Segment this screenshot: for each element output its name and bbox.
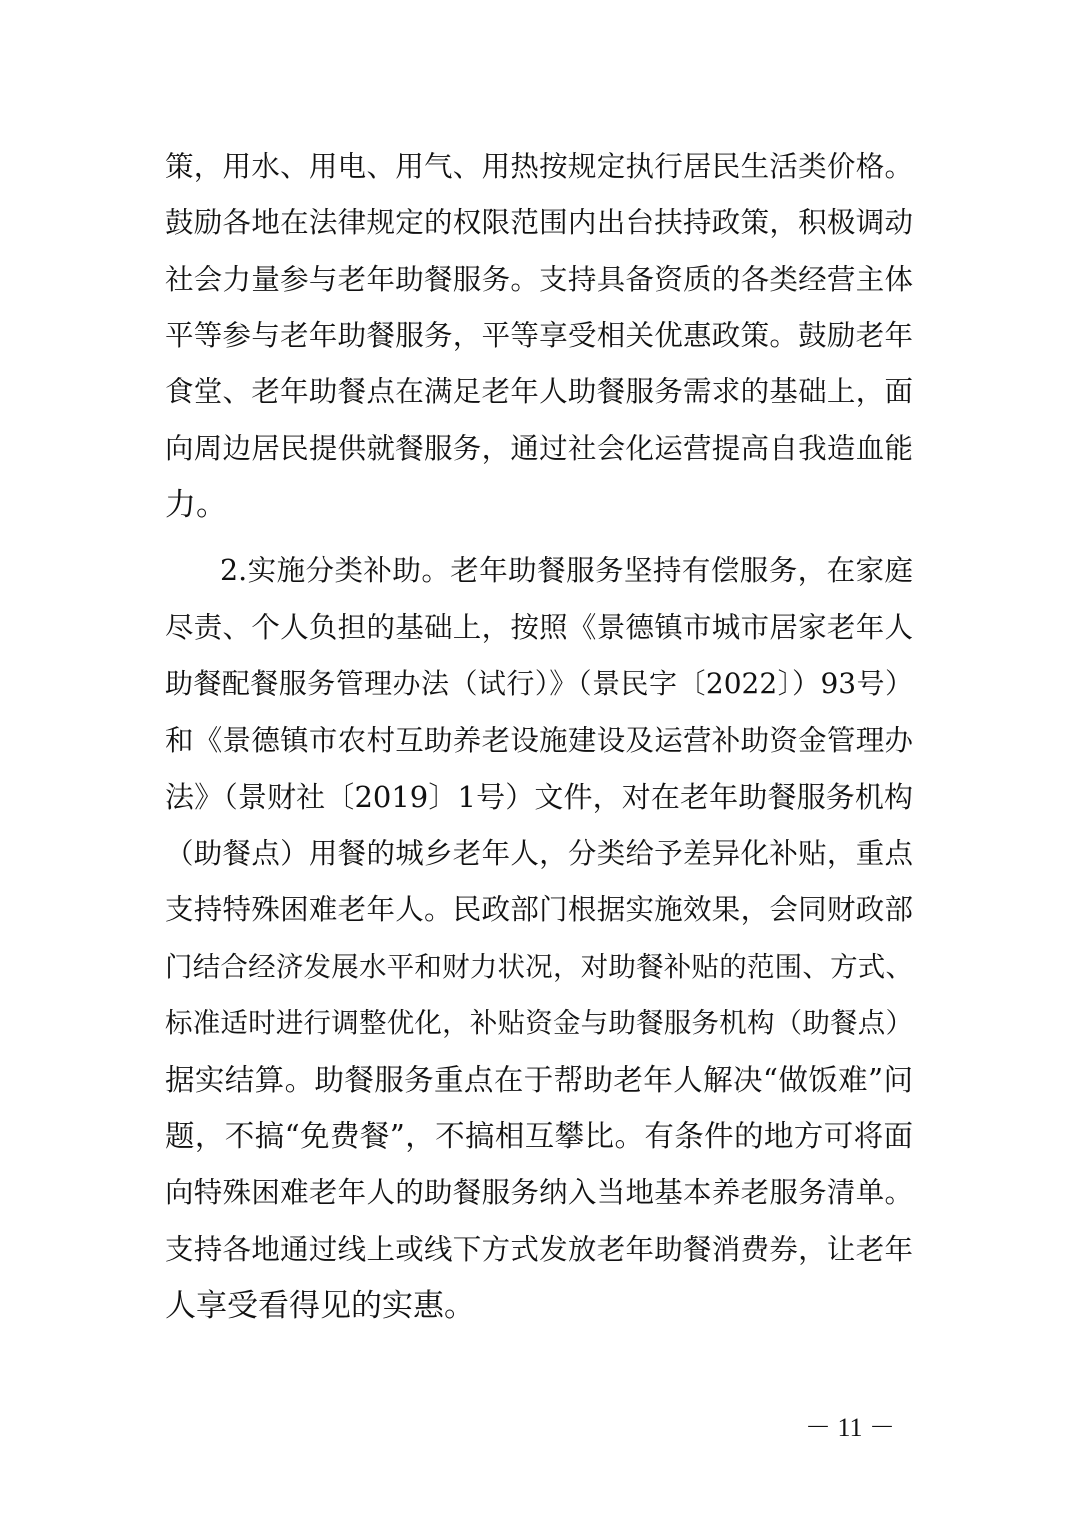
text-line-13: （助餐点）用餐的城乡老年人，分类给予差异化补贴，重点 bbox=[165, 837, 913, 870]
text-line-9: 尽责、个人负担的基础上，按照《景德镇市城市居家老年人 bbox=[165, 611, 913, 644]
text-line-8: 2.实施分类补助。老年助餐服务坚持有偿服务，在家庭 bbox=[220, 554, 913, 587]
text-line-16: 标准适时进行调整优化，补贴资金与助餐服务机构（助餐点） bbox=[165, 1007, 913, 1039]
text-line-5: 食堂、老年助餐点在满足老年人助餐服务需求的基础上，面 bbox=[165, 375, 913, 408]
text-line-15: 门结合经济发展水平和财力状况，对助餐补贴的范围、方式、 bbox=[165, 951, 913, 983]
text-line-21: 人享受看得见的实惠。 bbox=[165, 1288, 475, 1324]
text-line-3: 社会力量参与老年助餐服务。支持具备资质的各类经营主体 bbox=[165, 263, 913, 296]
text-line-1: 策，用水、用电、用气、用热按规定执行居民生活类价格。 bbox=[165, 150, 913, 183]
text-line-18: 题，不搞“免费餐”，不搞相互攀比。有条件的地方可将面 bbox=[165, 1119, 913, 1153]
text-line-17: 据实结算。助餐服务重点在于帮助老年人解决“做饭难”问 bbox=[165, 1063, 913, 1097]
text-line-11: 和《景德镇市农村互助养老设施建设及运营补助资金管理办 bbox=[165, 724, 913, 757]
text-line-4: 平等参与老年助餐服务，平等享受相关优惠政策。鼓励老年 bbox=[165, 319, 913, 352]
text-line-7: 力。 bbox=[165, 487, 227, 523]
text-line-19: 向特殊困难老年人的助餐服务纳入当地基本养老服务清单。 bbox=[165, 1176, 913, 1209]
text-line-6: 向周边居民提供就餐服务，通过社会化运营提高自我造血能 bbox=[165, 432, 913, 465]
text-line-10: 助餐配餐服务管理办法（试行）》（景民字〔2022〕）93号） bbox=[165, 667, 913, 700]
text-line-20: 支持各地通过线上或线下方式发放老年助餐消费券，让老年 bbox=[165, 1233, 913, 1266]
text-line-14: 支持特殊困难老年人。民政部门根据实施效果，会同财政部 bbox=[165, 893, 913, 926]
text-line-2: 鼓励各地在法律规定的权限范围内出台扶持政策，积极调动 bbox=[165, 206, 913, 239]
page-number: － 11 － bbox=[804, 1413, 896, 1442]
text-line-12: 法》（景财社〔2019〕1号）文件，对在老年助餐服务机构 bbox=[165, 780, 913, 814]
